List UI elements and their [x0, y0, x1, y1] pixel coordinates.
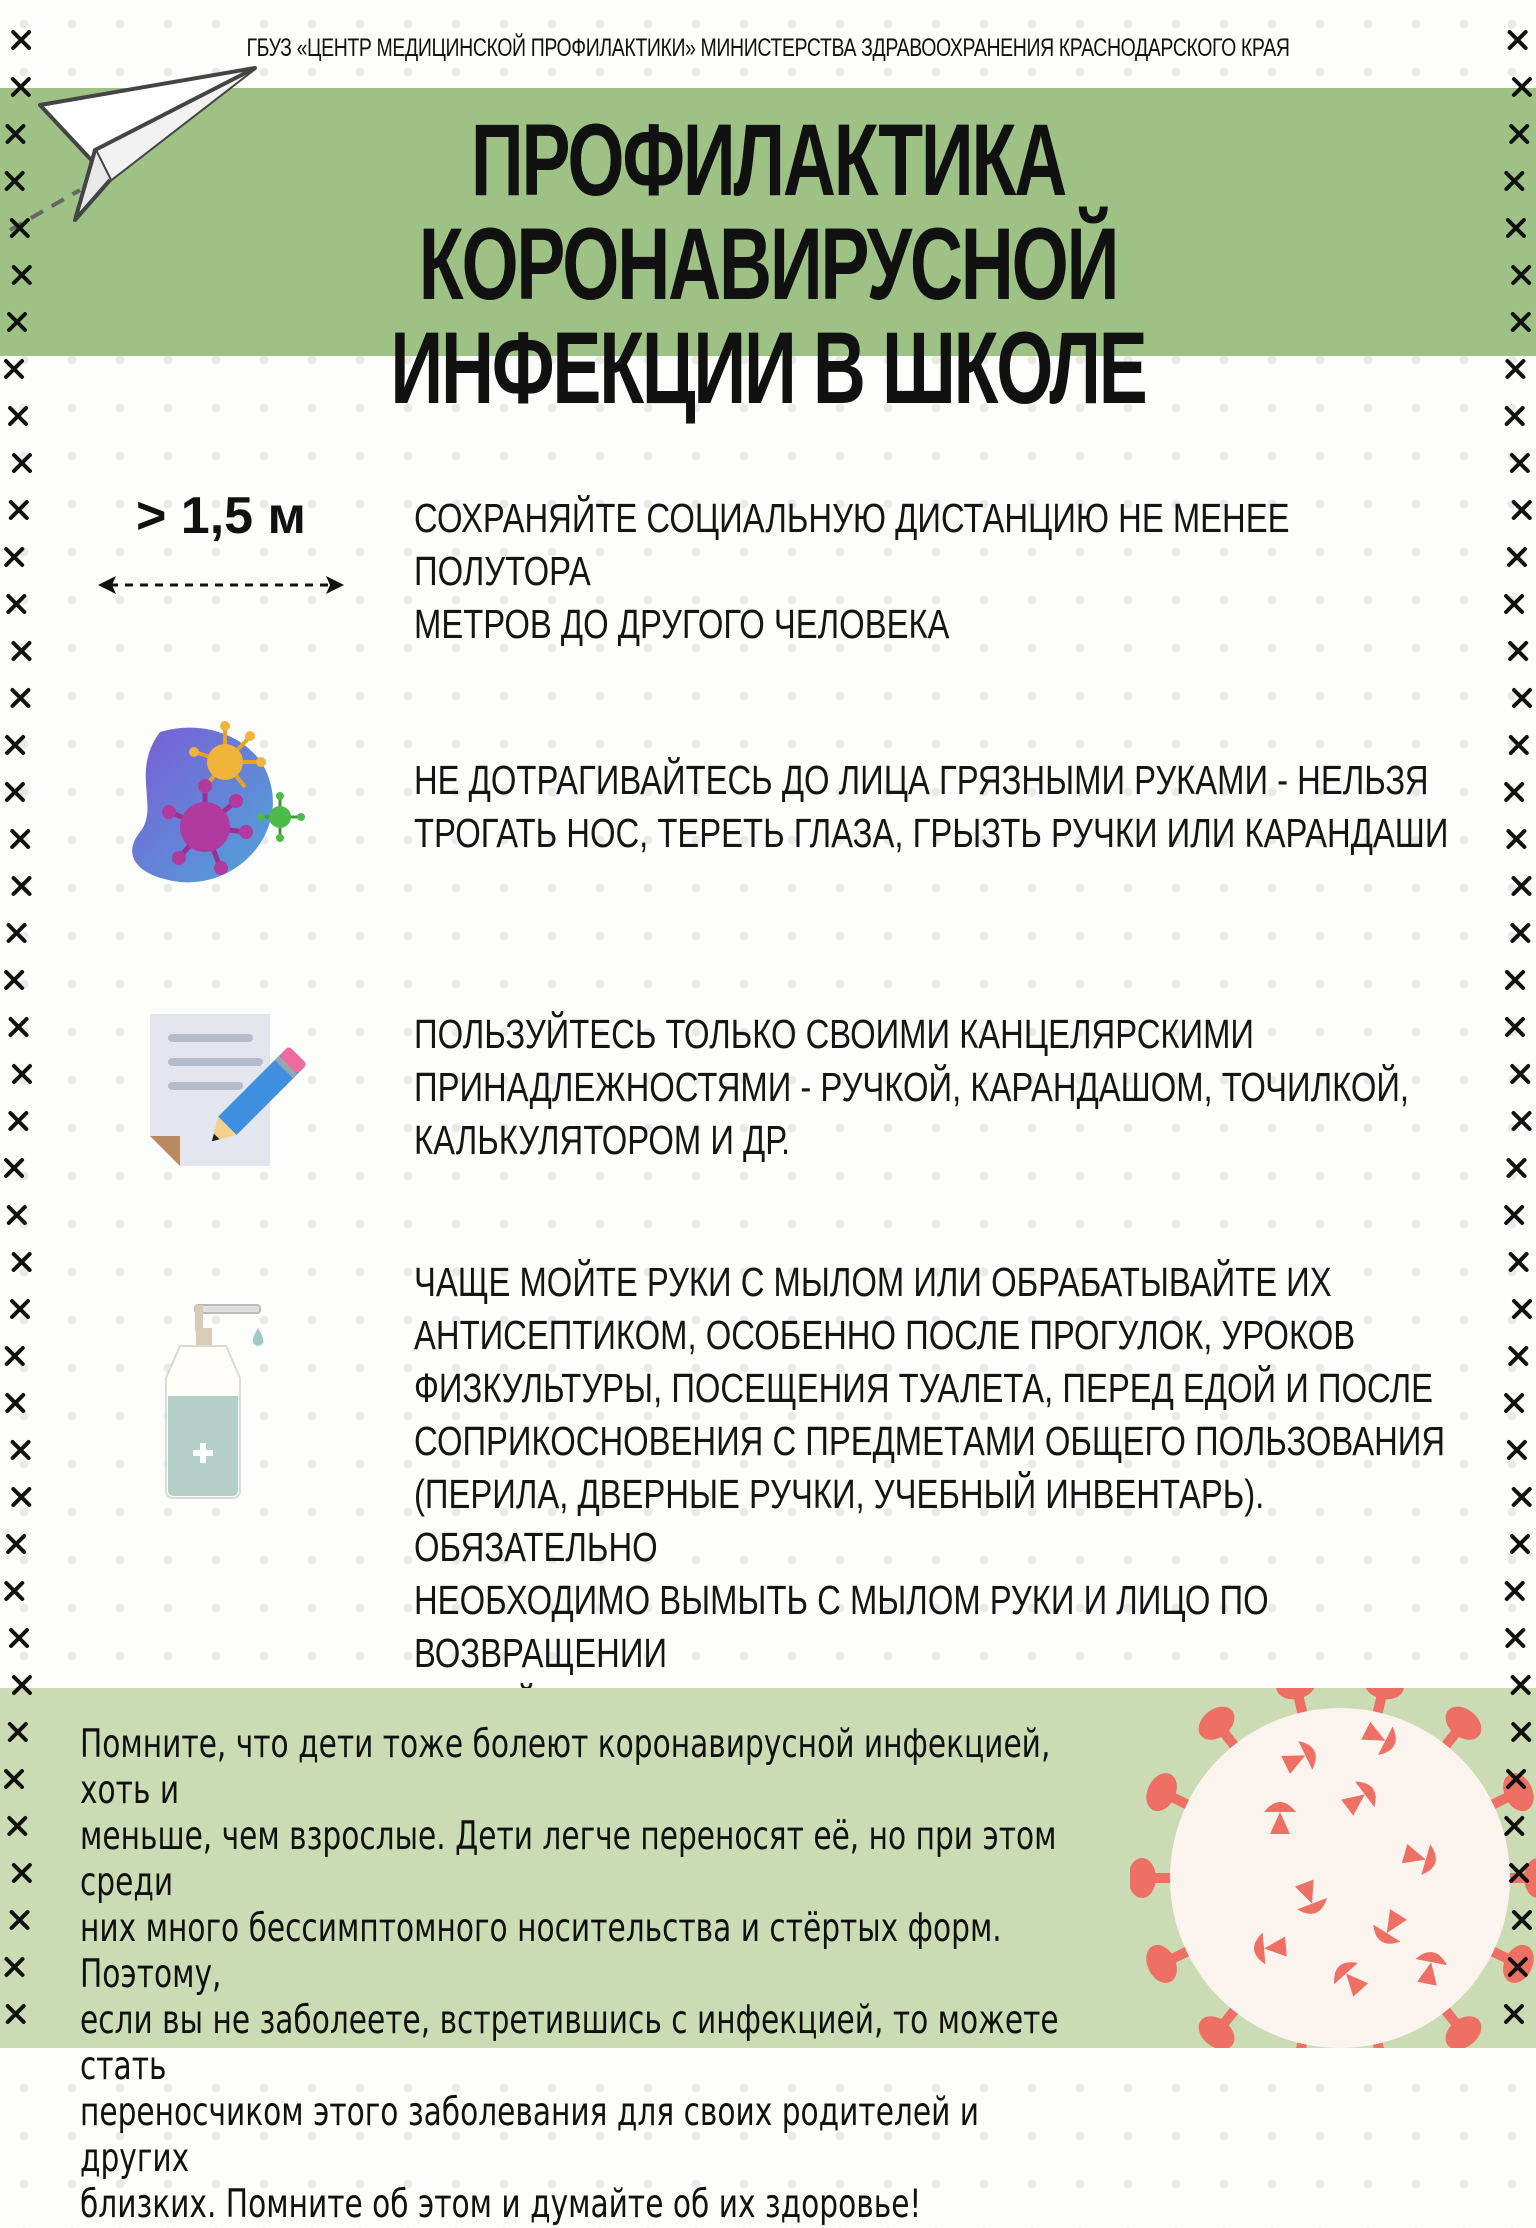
text-line: НЕОБХОДИМО ВЫМЫТЬ С МЫЛОМ РУКИ И ЛИЦО ПО ВОЗВРАЩЕНИИ [414, 1577, 1269, 1676]
stitch-mark [1514, 1113, 1530, 1129]
stitch-mark [1506, 596, 1522, 612]
text-line: ФИЗКУЛЬТУРЫ, ПОСЕЩЕНИЯ ТУАЛЕТА, ПЕРЕД ЕДОЙ И ПОСЛЕ [414, 1365, 1433, 1411]
stitch-mark [1506, 1207, 1522, 1223]
text-line: КАЛЬКУЛЯТОРОМ И ДР. [414, 1117, 791, 1163]
stitch-mark [1512, 455, 1528, 471]
right-stitch-border [1500, 0, 1536, 2048]
stitch-mark [12, 220, 28, 236]
text-line: АНТИСЕПТИКОМ, ОСОБЕННО ПОСЛЕ ПРОГУЛОК, УРОКОВ [414, 1312, 1356, 1358]
stitch-mark [1514, 1301, 1530, 1317]
stitch-mark [1513, 1677, 1529, 1693]
stitch-mark [1513, 314, 1529, 330]
stitch-mark [1506, 1818, 1522, 1834]
text-line: близких. Помните об этом и думайте об их здоровье! [80, 2182, 922, 2227]
stitch-mark [14, 267, 30, 283]
text-line: меньше, чем взрослые. Дети легче переносят её, но при этом среди [80, 1814, 1057, 1905]
stitch-mark [1511, 1254, 1527, 1270]
text-line: ТРОГАТЬ НОС, ТЕРЕТЬ ГЛАЗА, ГРЫЗТЬ РУЧКИ ИЛИ КАРАНДАШИ [414, 810, 1449, 856]
page-title [215, 103, 1321, 425]
stitch-mark [1510, 1348, 1526, 1364]
text-line: НЕ ДОТРАГИВАЙТЕСЬ ДО ЛИЦА ГРЯЗНЫМИ РУКАМИ - НЕЛЬЗЯ [414, 757, 1429, 803]
stitch-mark [13, 79, 29, 95]
stitch-mark [13, 643, 29, 659]
stitch-mark [1513, 1724, 1529, 1740]
distance-label: > 1,5 м [135, 487, 306, 545]
text-line: ЧАЩЕ МОЙТЕ РУКИ С МЫЛОМ ИЛИ ОБРАБАТЫВАЙТЕ ИХ [414, 1259, 1332, 1305]
item-stationery-text [414, 1008, 1454, 1167]
stitch-mark [1511, 126, 1527, 142]
stitch-mark [1513, 878, 1529, 894]
left-stitch-border [0, 0, 36, 2048]
stitch-mark [6, 1160, 22, 1176]
stitch-mark [14, 1254, 30, 1270]
stitch-mark [1508, 220, 1524, 236]
stitch-mark [14, 455, 30, 471]
stitch-mark [1508, 1771, 1524, 1787]
stitch-mark [1509, 1160, 1525, 1176]
text-line: СОПРИКОСНОВЕНИЯ С ПРЕДМЕТАМИ ОБЩЕГО ПОЛЬЗОВАНИЯ [414, 1418, 1446, 1464]
stitch-mark [11, 502, 27, 518]
stitch-mark [1508, 831, 1524, 847]
stitch-mark [11, 1019, 27, 1035]
stitch-mark [1511, 737, 1527, 753]
stitch-mark [1512, 925, 1528, 941]
stitch-mark [1514, 1489, 1530, 1505]
item-distance-text [414, 492, 1454, 651]
stitch-mark [1512, 1536, 1528, 1552]
stitch-mark [1507, 361, 1523, 377]
stitch-mark [1507, 1583, 1523, 1599]
stitch-mark [13, 1489, 29, 1505]
stitch-mark [8, 596, 24, 612]
stitch-mark [1506, 784, 1522, 800]
stitch-mark [12, 1912, 28, 1928]
stitch-mark [1507, 1019, 1523, 1035]
stitch-mark [7, 784, 23, 800]
text-line: Помните, что дети тоже болеют коронавирусной инфекцией, хоть и [80, 1722, 1051, 1813]
stitch-mark [7, 173, 23, 189]
document-pencil-icon [140, 1006, 310, 1176]
stitch-mark [11, 1630, 27, 1646]
text-line: если вы не заболеете, встретившись с инфекцией, то можете стать [80, 1998, 1059, 2089]
stitch-mark [10, 1113, 26, 1129]
stitch-mark [1514, 690, 1530, 706]
title-line-1: ПРОФИЛАКТИКА КОРОНАВИРУСНОЙ [418, 103, 1118, 321]
stitch-mark [13, 1442, 29, 1458]
distance-arrow-icon [96, 570, 346, 600]
stitch-mark [12, 1301, 28, 1317]
stitch-mark [6, 361, 22, 377]
stitch-mark [1510, 1959, 1526, 1975]
text-line: ПОЛЬЗУЙТЕСЬ ТОЛЬКО СВОИМИ КАНЦЕЛЯРСКИМИ [414, 1011, 1254, 1057]
stitch-mark [1510, 32, 1526, 48]
stitch-mark [13, 32, 29, 48]
stitch-mark [10, 408, 26, 424]
stitch-mark [10, 1724, 26, 1740]
item-handwash-text [414, 1256, 1454, 1733]
stitch-mark [7, 737, 23, 753]
paper-plane-icon [0, 60, 270, 250]
stitch-mark [1509, 549, 1525, 565]
footer-note [80, 1722, 1083, 2228]
text-line: МЕТРОВ ДО ДРУГОГО ЧЕЛОВЕКА [414, 601, 950, 647]
stitch-mark [7, 1959, 23, 1975]
stitch-mark [1507, 1630, 1523, 1646]
stitch-mark [9, 1207, 25, 1223]
stitch-mark [1514, 1912, 1530, 1928]
stitch-mark [7, 126, 23, 142]
stitch-mark [12, 831, 28, 847]
text-line: переносчиком этого заболевания для своих родителей и других [80, 2090, 980, 2181]
stitch-mark [1506, 173, 1522, 189]
stitch-mark [1506, 2006, 1522, 2022]
stitch-mark [9, 314, 25, 330]
sanitizer-bottle-icon [150, 1300, 280, 1510]
germs-icon [120, 712, 320, 902]
virus-spike-tip [1140, 1940, 1183, 1988]
stitch-mark [1514, 502, 1530, 518]
stitch-mark [6, 1771, 22, 1787]
virus-body [1170, 1708, 1510, 2048]
stitch-mark [1510, 643, 1526, 659]
title-line-2: ИНФЕКЦИИ В ШКОЛЕ [390, 311, 1146, 425]
text-line: СОХРАНЯЙТЕ СОЦИАЛЬНУЮ ДИСТАНЦИЮ НЕ МЕНЕЕ ПОЛУТОРА [414, 495, 1290, 594]
stitch-mark [7, 1348, 23, 1364]
text-line: ПРИНАДЛЕЖНОСТЯМИ - РУЧКОЙ, КАРАНДАШОМ, ТОЧИЛКОЙ, [414, 1064, 1410, 1110]
organization-name: ГБУЗ «ЦЕНТР МЕДИЦИНСКОЙ ПРОФИЛАКТИКИ» МИНИСТЕРСТВА ЗДРАВООХРАНЕНИЯ КРАСНОДАРСКОГО КРАЯ [246, 34, 1290, 62]
virus-spike-tip [1140, 1768, 1183, 1816]
stitch-mark [1506, 1395, 1522, 1411]
stitch-mark [14, 1865, 30, 1881]
stitch-mark [12, 690, 28, 706]
stitch-mark [14, 1677, 30, 1693]
stitch-mark [6, 549, 22, 565]
item-face-text [414, 754, 1454, 860]
stitch-mark [9, 925, 25, 941]
coronavirus-icon [1130, 1688, 1536, 2048]
stitch-mark [1511, 1865, 1527, 1881]
stitch-mark [1514, 79, 1530, 95]
stitch-mark [1512, 1066, 1528, 1082]
stitch-mark [7, 1395, 23, 1411]
stitch-mark [1507, 972, 1523, 988]
stitch-mark [14, 1066, 30, 1082]
stitch-mark [8, 1536, 24, 1552]
text-line: них много бессимптомного носительства и стёртых форм. Поэтому, [80, 1906, 1002, 1997]
text-line: (ПЕРИЛА, ДВЕРНЫЕ РУЧКИ, УЧЕБНЫЙ ИНВЕНТАРЬ). ОБЯЗАТЕЛЬНО [414, 1471, 1265, 1570]
stitch-mark [6, 1583, 22, 1599]
stitch-mark [9, 1818, 25, 1834]
stitch-mark [1509, 1442, 1525, 1458]
virus-spike-tip [1130, 1858, 1156, 1898]
stitch-mark [6, 972, 22, 988]
stitch-mark [1513, 267, 1529, 283]
stitch-mark [1507, 408, 1523, 424]
stitch-mark [8, 2006, 24, 2022]
stitch-mark [14, 878, 30, 894]
